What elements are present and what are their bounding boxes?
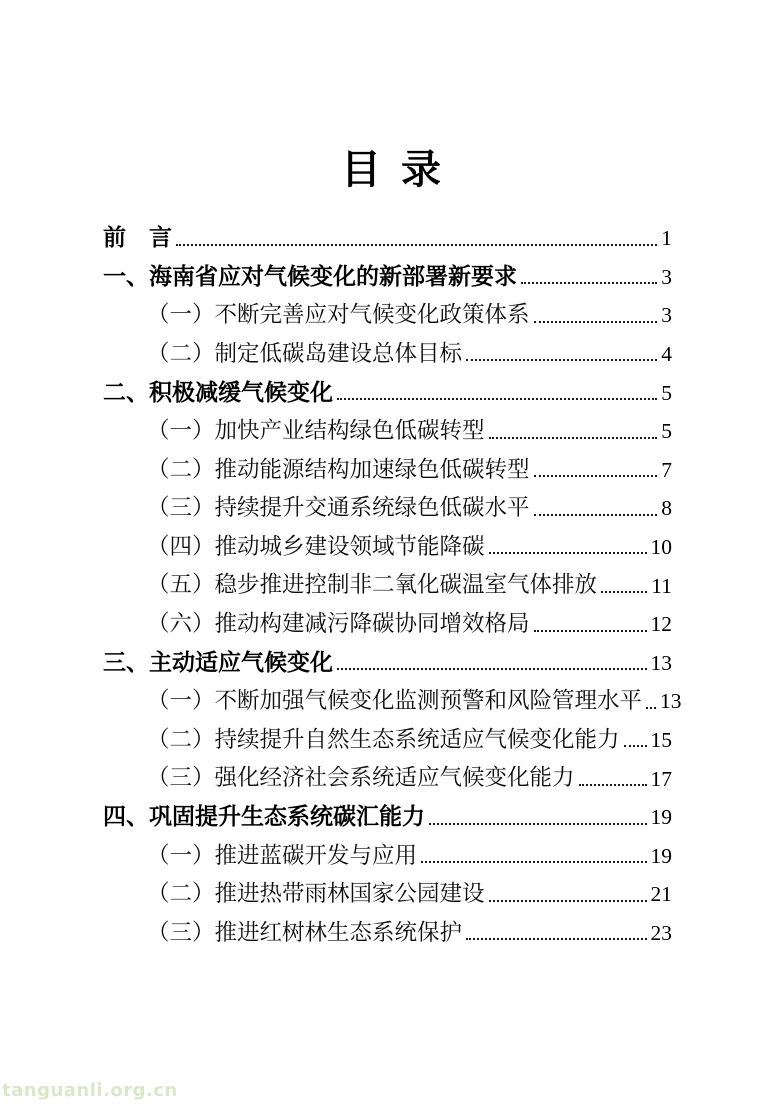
toc-dot-leader	[534, 475, 658, 477]
toc-entry-label: （三）推进红树林生态系统保护	[147, 919, 463, 945]
toc-entry-page-number: 19	[650, 843, 672, 868]
toc-dot-leader	[337, 668, 647, 670]
toc-dot-leader	[421, 861, 646, 863]
toc-dot-leader	[489, 900, 647, 902]
toc-entry-label: （二）推进热带雨林国家公园建设	[147, 881, 485, 907]
toc-entry	[103, 367, 672, 406]
toc-entry-page-number: 5	[661, 380, 672, 405]
toc-entry-page-number: 15	[650, 727, 672, 752]
toc-entry-page-number: 3	[661, 303, 672, 328]
toc-entry-page-number: 21	[650, 882, 672, 907]
toc-entry-page-number: 4	[661, 342, 672, 367]
toc-entry	[103, 753, 672, 792]
page-title: 目 录	[341, 147, 441, 192]
toc-entry-page-number: 17	[650, 766, 672, 791]
toc-entry	[103, 599, 672, 638]
table-of-contents	[103, 213, 682, 946]
toc-dot-leader	[466, 938, 646, 940]
toc-entry-page-number: 13	[650, 650, 672, 675]
toc-entry-page-number: 11	[651, 573, 672, 598]
toc-entry-page-number: 1	[661, 226, 672, 251]
toc-entry	[103, 715, 672, 754]
toc-entry-label: （一）不断完善应对气候变化政策体系	[147, 302, 530, 328]
toc-entry	[103, 522, 672, 561]
toc-entry-page-number: 23	[650, 920, 672, 945]
toc-entry	[103, 252, 672, 291]
toc-entry	[103, 676, 682, 715]
toc-entry	[103, 638, 672, 677]
toc-entry-label: （三）持续提升交通系统绿色低碳水平	[147, 495, 530, 521]
toc-entry	[103, 290, 672, 329]
toc-entry-label: （一）不断加强气候变化监测预警和风险管理水平	[147, 688, 643, 714]
toc-entry-label: （二）制定低碳岛建设总体目标	[147, 340, 463, 366]
toc-entry	[103, 869, 672, 908]
toc-entry-page-number: 5	[661, 419, 672, 444]
toc-dot-leader	[646, 707, 656, 709]
toc-entry-page-number: 3	[661, 264, 672, 289]
toc-entry-page-number: 19	[650, 805, 672, 830]
toc-entry-label: （四）推动城乡建设领域节能降碳	[147, 533, 485, 559]
toc-entry	[103, 792, 672, 831]
toc-entry-label: （一）推进蓝碳开发与应用	[147, 842, 418, 868]
toc-entry-label: 四、巩固提升生态系统碳汇能力	[103, 803, 425, 830]
toc-dot-leader	[466, 359, 657, 361]
toc-dot-leader	[489, 552, 647, 554]
toc-entry-label: 前 言	[103, 224, 172, 251]
toc-dot-leader	[624, 745, 647, 747]
watermark: tanguanli.org.cn	[2, 1080, 178, 1101]
toc-dot-leader	[521, 282, 657, 284]
toc-entry	[103, 483, 672, 522]
toc-entry	[103, 329, 672, 368]
toc-entry-page-number: 8	[661, 496, 672, 521]
toc-entry-page-number: 13	[660, 689, 682, 714]
toc-dot-leader	[579, 784, 647, 786]
toc-entry-label: （二）推动能源结构加速绿色低碳转型	[147, 456, 530, 482]
toc-entry-label: （五）稳步推进控制非二氧化碳温室气体排放	[147, 572, 598, 598]
toc-entry-label: （一）加快产业结构绿色低碳转型	[147, 418, 485, 444]
toc-entry-label: （二）持续提升自然生态系统适应气候变化能力	[147, 726, 620, 752]
toc-entry-label: 二、积极减缓气候变化	[103, 378, 333, 405]
toc-dot-leader	[429, 823, 647, 825]
toc-entry	[103, 560, 672, 599]
toc-entry	[103, 831, 672, 870]
toc-entry-page-number: 7	[661, 457, 672, 482]
toc-dot-leader	[534, 630, 647, 632]
toc-dot-leader	[534, 321, 658, 323]
toc-entry-label: （六）推动构建减污降碳协同增效格局	[147, 610, 530, 636]
toc-entry-page-number: 12	[650, 612, 672, 637]
toc-dot-leader	[489, 437, 658, 439]
toc-entry-label: 三、主动适应气候变化	[103, 649, 333, 675]
toc-entry	[103, 908, 672, 947]
toc-dot-leader	[176, 244, 657, 246]
toc-dot-leader	[601, 591, 647, 593]
toc-dot-leader	[337, 398, 657, 400]
toc-entry-label: （三）强化经济社会系统适应气候变化能力	[147, 765, 575, 791]
toc-entry-label: 一、海南省应对气候变化的新部署新要求	[103, 263, 517, 290]
toc-entry-page-number: 10	[650, 534, 672, 559]
toc-entry	[103, 406, 672, 445]
toc-dot-leader	[534, 514, 658, 516]
toc-entry	[103, 213, 672, 252]
toc-entry	[103, 445, 672, 484]
